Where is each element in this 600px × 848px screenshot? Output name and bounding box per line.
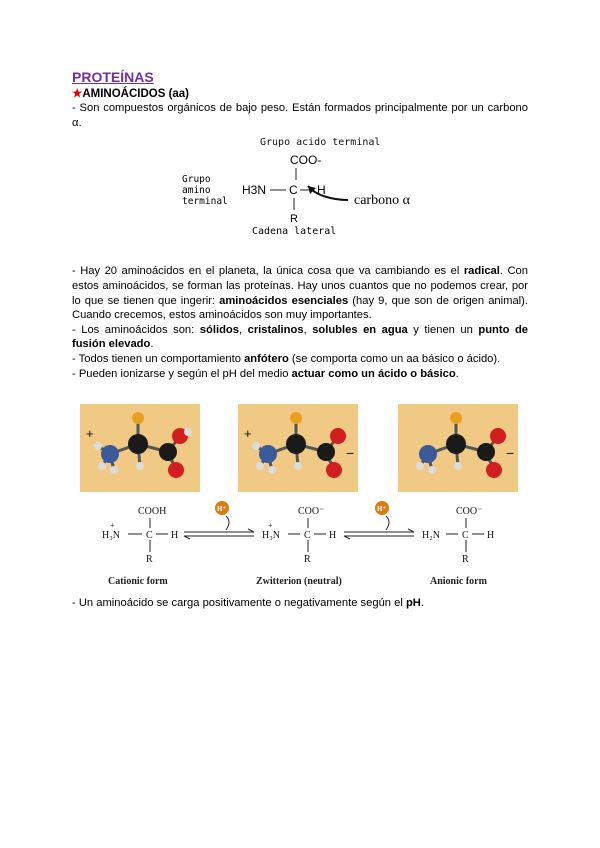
p2-fusion: punto de fusión elevado bbox=[72, 323, 529, 351]
zwitter-r: R bbox=[304, 554, 311, 565]
zwitter-h: H bbox=[329, 530, 337, 541]
cationic-h3n: H₃N bbox=[102, 530, 120, 541]
anionic-h: H bbox=[487, 530, 495, 541]
p2-sep1: , bbox=[238, 323, 248, 336]
zwitterion-form-label: Zwitterion (neutral) bbox=[256, 576, 342, 587]
anionic-form-label: Anionic form bbox=[430, 576, 487, 587]
molecule-models bbox=[0, 404, 600, 496]
p4-text-a: - Pueden ionizarse y según el pH del medio bbox=[72, 367, 292, 380]
equilibrium-diagram bbox=[0, 498, 600, 590]
zwitter-minus: − bbox=[346, 445, 355, 461]
diagram-h: H bbox=[317, 183, 326, 198]
cationic-form-label: Cationic form bbox=[108, 576, 168, 587]
p4-end: . bbox=[455, 367, 459, 380]
proton-label-2: H⁺ bbox=[377, 505, 387, 513]
p4-acid-base: actuar como un ácido o básico bbox=[291, 367, 456, 380]
p2-sep2: , bbox=[303, 323, 313, 336]
cationic-r: R bbox=[146, 554, 153, 565]
page-title: PROTEÍNAS bbox=[72, 69, 154, 85]
zwitter-c: C bbox=[304, 530, 311, 541]
ionization-equilibrium bbox=[0, 498, 600, 590]
p2-end: . bbox=[150, 338, 154, 351]
paragraph-radical bbox=[72, 264, 528, 322]
p1-essential: aminoácidos esenciales bbox=[219, 294, 349, 307]
final-end: . bbox=[420, 597, 424, 609]
anionic-model-image bbox=[398, 404, 518, 492]
anionic-r: R bbox=[462, 554, 469, 565]
p2-text-a: - Los aminoácidos son: bbox=[72, 323, 200, 336]
diagram-coo: COO- bbox=[290, 153, 322, 168]
p3-text-a: - Todos tienen un comportamiento bbox=[72, 352, 245, 365]
paragraph-ph bbox=[72, 596, 528, 611]
zwitterion-model-image bbox=[238, 404, 358, 492]
p1-text-c: . Con estos aminoácidos, se forman las proteínas. Hay unos cuantos que no podemos crear, por lo que se tienen que ingerir: bbox=[72, 265, 528, 307]
p1-text-a: - Hay 20 aminoácidos en el planeta, la única cosa que va cambiando es el bbox=[72, 265, 464, 278]
cationic-plus: + bbox=[110, 521, 115, 530]
paragraph-anfotero bbox=[72, 352, 528, 367]
p2-solubles: solubles en agua bbox=[312, 323, 408, 336]
p1-text-e: (hay 9, que son de origen animal). Cuando crecemos, estos aminoácidos son muy importantes. bbox=[72, 294, 528, 322]
zwitterion-model bbox=[238, 404, 358, 492]
final-text-a: - Un aminoácido se carga positivamente o negativamente según el bbox=[72, 597, 406, 609]
p3-anfotero: anfótero bbox=[244, 352, 289, 365]
intro-paragraph: - Son compuestos orgánicos de bajo peso. Están formados principalmente por un carbono α. bbox=[72, 102, 528, 129]
p2-text-g: y tienen un bbox=[407, 323, 479, 336]
acid-group-label: Grupo acido terminal bbox=[260, 137, 381, 149]
p2-solidos: sólidos bbox=[199, 323, 239, 336]
amino-label-2: amino bbox=[182, 185, 211, 197]
anionic-coo: COO⁻ bbox=[456, 506, 483, 517]
cationic-model-image bbox=[80, 404, 200, 492]
cation-plus: + bbox=[86, 426, 94, 441]
anionic-h2n: H₂N bbox=[422, 530, 440, 541]
cationic-model bbox=[80, 404, 200, 492]
zwitter-coo: COO⁻ bbox=[298, 506, 325, 517]
diagram-h3n: H3N bbox=[242, 183, 267, 198]
amino-label-1: Grupo bbox=[182, 174, 211, 186]
paragraph-ionize bbox=[72, 367, 528, 382]
p1-radical: radical bbox=[463, 265, 500, 278]
anionic-model bbox=[398, 404, 518, 492]
final-ph: pH bbox=[405, 597, 421, 609]
amino-label-3: terminal bbox=[182, 196, 228, 208]
diagram-r: R bbox=[290, 213, 298, 226]
cationic-cooh: COOH bbox=[138, 506, 167, 517]
cationic-h: H bbox=[171, 530, 179, 541]
anion-minus: − bbox=[506, 445, 515, 461]
document-page bbox=[72, 70, 528, 381]
p2-cristalinos: cristalinos bbox=[247, 323, 304, 336]
zwitter-h3n: H₃N bbox=[262, 530, 280, 541]
cationic-c: C bbox=[146, 530, 153, 541]
amino-acid-structure bbox=[72, 130, 528, 250]
amino-acid-diagram bbox=[72, 130, 528, 250]
zwitter-plus: + bbox=[244, 426, 252, 441]
diagram-c: C bbox=[289, 183, 298, 198]
section-heading-text: AMINOÁCIDOS (aa) bbox=[82, 87, 190, 100]
proton-label-1: H⁺ bbox=[217, 505, 227, 513]
alpha-carbon-label: carbono α bbox=[354, 193, 410, 209]
section-heading bbox=[72, 87, 528, 102]
anionic-c: C bbox=[462, 530, 469, 541]
p3-text-c: (se comporta como un aa básico o ácido). bbox=[288, 352, 501, 365]
zwitter-plus-sign: + bbox=[268, 521, 273, 530]
star-icon: ★ bbox=[72, 87, 83, 100]
paragraph-properties bbox=[72, 323, 528, 352]
side-chain-label: Cadena lateral bbox=[252, 226, 337, 238]
